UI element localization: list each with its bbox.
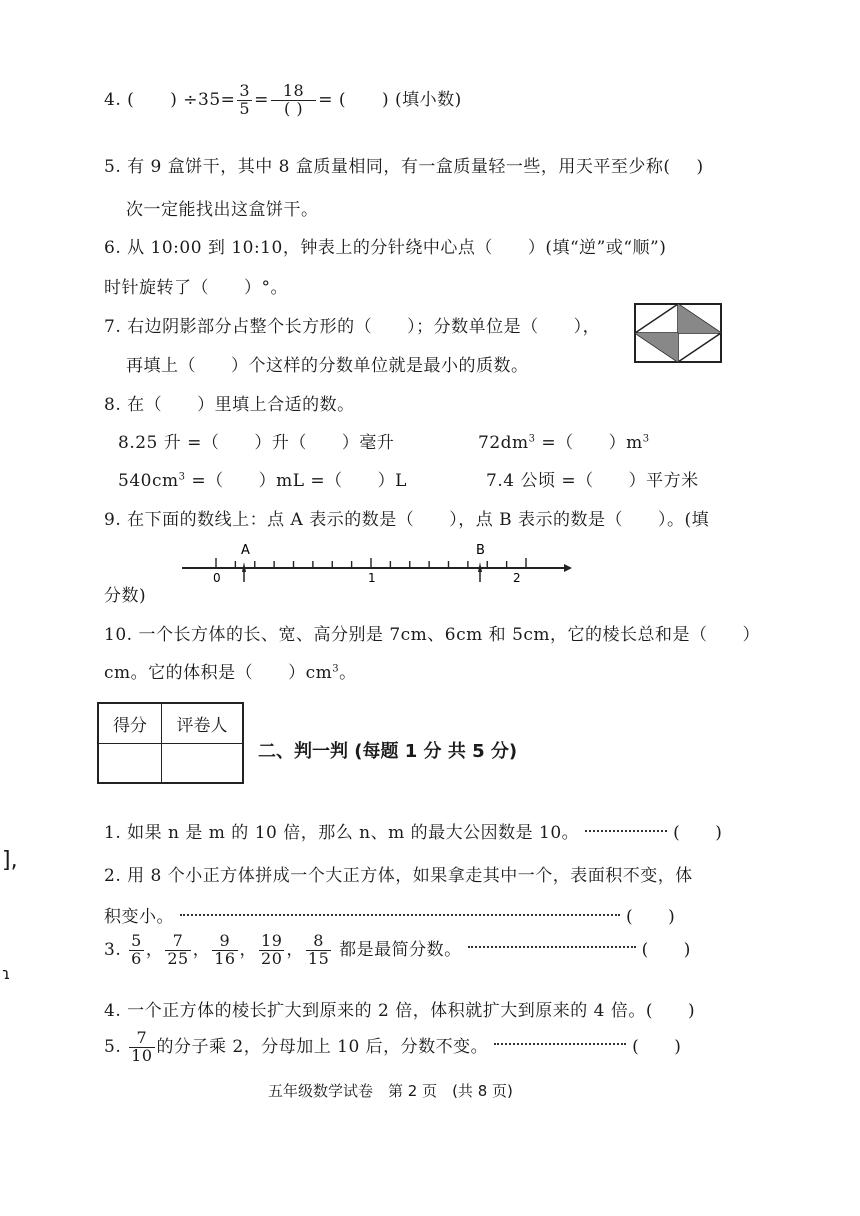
margin-mark-2: ɿ [2,964,11,983]
question-7-line-1: 7. 右边阴影部分占整个长方形的（ ）；分数单位是（ ）， [104,317,601,337]
question-8-title: 8. 在（ ）里填上合适的数。 [104,395,355,415]
q4-equals: = [254,89,269,110]
j5-answer-paren[interactable]: ( ) [632,1036,682,1057]
j3-separator: ， [145,939,164,960]
j3-denominator: 25 [167,948,189,968]
judgment-5 [104,1030,681,1065]
j1-answer-paren[interactable]: ( ) [673,823,723,843]
j3-fraction [212,933,237,968]
judgment-4: 4. 一个正方体的棱长扩大到原来的 2 倍，体积就扩大到原来的 4 倍。( ) [104,1001,696,1021]
j3-answer-paren[interactable]: ( ) [641,939,691,960]
q8-row1-right [478,428,650,453]
q8-row2-left [118,466,407,491]
j5-prefix: 5. [104,1036,122,1057]
score-cell[interactable] [98,743,162,783]
j3-denominator: 16 [214,948,236,968]
q8-row2-left-rest: =（ ）mL =（ ）L [185,471,407,491]
q8-row1-right-rest: =（ ）m [535,433,643,453]
j1-text: 1. 如果 n 是 m 的 10 倍，那么 n、m 的最大公因数是 10。 [104,823,580,843]
j3-prefix: 3. [104,939,122,960]
j3-fractions [127,931,333,968]
question-9-line-2: 分数) [104,586,147,606]
q4-part-b: ) ÷35= [170,89,236,110]
judgment-3 [104,933,691,968]
tick-label-0: 0 [213,571,221,585]
j3-suffix: 都是最简分数。 [339,939,462,960]
j3-denominator: 20 [261,948,283,968]
j3-numerator: 9 [212,933,237,951]
q5-text-1: 5. 有 9 盒饼干，其中 8 盒质量相同，有一盒质量轻一些，用天平至少称( [104,157,671,177]
margin-mark-1: ], [2,848,18,873]
judgment-1 [104,818,722,843]
q10-end: 。 [339,663,357,683]
grader-cell[interactable] [162,743,244,783]
q4-fraction-2 [271,83,316,118]
j5-denominator: 10 [131,1045,153,1065]
j3-fraction [306,933,331,968]
j5-fraction [129,1030,154,1065]
question-10-line-1: 10. 一个长方体的长、宽、高分别是 7cm、6cm 和 5cm，它的棱长总和是（ ） [104,625,761,645]
j3-denominator: 15 [307,948,330,968]
q8-72dm: 72dm [478,433,529,453]
q4-part-c: = ( [318,89,346,110]
j3-numerator: 7 [165,933,190,951]
j2-answer-paren[interactable]: ( ) [626,907,676,927]
section-2-title: 二、判一判 (每题 1 分 共 5 分) [258,741,518,762]
score-header: 得分 [98,703,162,743]
j3-separator: ， [286,939,304,960]
q10-sup: 3 [332,663,340,675]
question-6-line-2: 时针旋转了（ ）°。 [104,278,288,298]
q4-part-d: ) (填小数) [382,89,462,110]
judgment-2-line-1: 2. 用 8 个小正方体拼成一个大正方体，如果拿走其中一个，表面积不变，体 [104,866,693,886]
score-table [97,702,244,784]
j3-numerator: 19 [261,931,283,950]
question-9-line-1: 9. 在下面的数线上：点 A 表示的数是（ ），点 B 表示的数是（ ）。(填 [104,510,710,530]
q4-part-a: 4. ( [104,89,135,110]
q4-f1-denominator: 5 [239,98,251,118]
j3-denominator: 6 [131,948,142,968]
q8-row2-right: 7.4 公顷 =（ ）平方米 [486,471,699,491]
q8-sup-1: 3 [528,433,536,445]
grader-header: 评卷人 [162,703,244,743]
shaded-rectangle-figure [634,303,722,363]
question-10-line-2 [104,658,357,683]
j3-separator: ， [192,939,211,960]
q4-f2-numerator: 18 [271,83,316,101]
j2-text: 积变小。 [104,907,174,927]
j5-numerator: 7 [129,1030,154,1048]
tick-label-1: 1 [368,571,376,585]
q4-fraction-1 [237,83,252,118]
judgment-2-line-2 [104,902,675,927]
point-b-label: B [476,543,485,558]
question-4 [104,83,462,118]
number-line [176,540,576,585]
q10-text: cm。它的体积是（ ）cm [104,663,333,683]
q4-f2-denominator: ( ) [284,98,304,118]
q8-sup-2: 3 [642,433,650,445]
j3-numerator: 5 [131,931,142,950]
q8-540cm: 540cm [118,471,179,491]
q4-f1-numerator: 3 [239,81,251,100]
j5-text: 的分子乘 2，分母加上 10 后，分数不变。 [156,1036,489,1057]
tick-label-2: 2 [513,571,521,585]
j3-fraction [129,933,144,968]
j3-separator: ， [239,939,258,960]
page-footer: 五年级数学试卷 第 2 页 (共 8 页) [268,1082,513,1100]
point-a-label: A [241,543,250,558]
j3-fraction [259,933,284,968]
j3-fraction [165,933,190,968]
j3-numerator: 8 [306,933,331,951]
q5-paren-end: ) [696,157,704,177]
question-7-line-2: 再填上（ ）个这样的分数单位就是最小的质数。 [126,356,529,376]
question-5-line-2: 次一定能找出这盒饼干。 [126,200,319,220]
question-5-line-1 [104,152,704,177]
q8-row1-left: 8.25 升 =（ ）升（ ）毫升 [118,433,395,453]
q8-sup-3: 3 [178,471,186,483]
question-6-line-1: 6. 从 10:00 到 10:10，钟表上的分针绕中心点（ ）(填“逆”或“顺”) [104,238,667,258]
